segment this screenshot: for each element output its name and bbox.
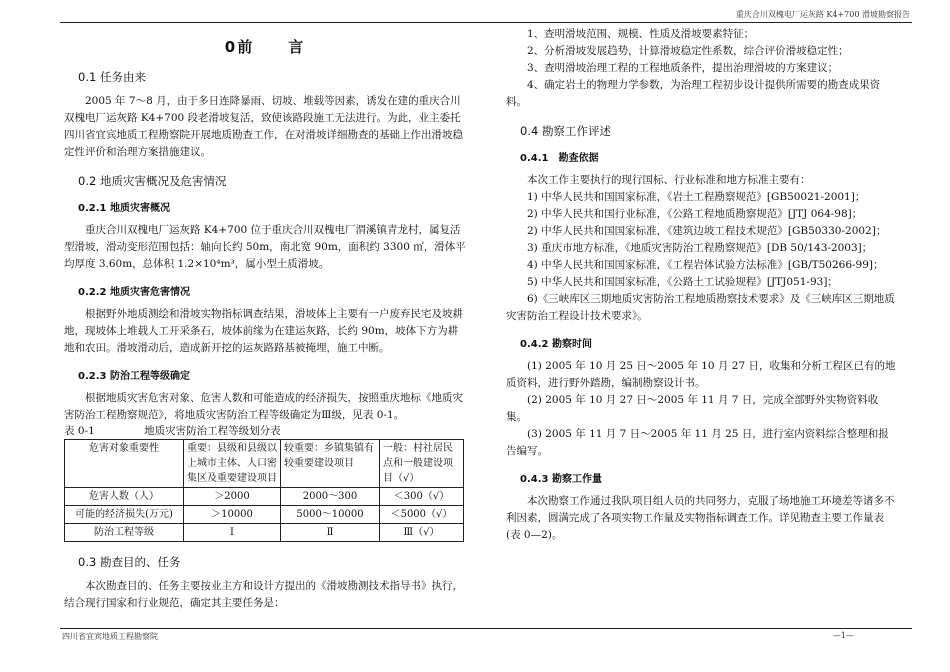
right-column	[506, 26, 896, 544]
table-cell: ＞2000	[184, 488, 281, 506]
paragraph-workload: 本次勘察工作通过我队项目组人员的共同努力，克服了场地施工环境差等诸多不利因素，圆满完成了各项实物工作量及实物指标调查工作。详见勘查主要工作量表(表 0—2)。	[506, 495, 895, 541]
table-header-cell: 一般：村社居民点和一般建设项目（√）	[380, 440, 464, 488]
section-heading-0-4-1: 0.4.1 勘查依据	[520, 153, 599, 164]
table-caption	[64, 424, 466, 438]
standard-item: 3) 重庆市地方标准，《地质灾害防治工程勘察规范》[DB 50/143-2003]；	[527, 242, 873, 254]
table-cell: Ⅱ	[281, 524, 380, 542]
paragraph-hazard-damage: 根据野外地质测绘和滑坡实物指标调查结果，滑坡体上主要有一户废弃民宅及坡耕地，现坡体上堆载人工开采条石，坡体前缘为在建运灰路，长约 90m，坡体下方为耕地和农田。滑坡滑动后，造成新开挖的运灰路路基被掩埋，施工中断。	[64, 308, 463, 354]
section-heading-0-4-2: 0.4.2 勘察时间	[520, 339, 592, 350]
table-header-cell: 重要：县级和县级以上城市主体、人口密集区及重要建设项目	[184, 440, 281, 488]
page-number: —1—	[832, 631, 854, 640]
table-cell: 可能的经济损失(万元)	[65, 506, 184, 524]
table-cell: 危害人数（人）	[65, 488, 184, 506]
table-cell: ＞10000	[184, 506, 281, 524]
table-header-cell: 危害对象重要性	[65, 440, 184, 488]
section-heading-0-2-1: 0.2.1 地质灾害概况	[78, 203, 170, 214]
section-heading-0-4: 0.4 勘察工作评述	[520, 124, 611, 138]
paragraph-standards-intro: 本次工作主要执行的现行国标、行业标准和地方标准主要有：	[527, 174, 811, 186]
table-cell: Ⅰ	[184, 524, 281, 542]
footer-org: 四川省宜宾地质工程勘察院	[62, 632, 158, 641]
table-cell: 5000～10000	[281, 506, 380, 524]
task-item: 1、查明滑坡范围、规模、性质及滑坡要素特征；	[527, 28, 755, 40]
section-heading-0-1: 0.1 任务由来	[78, 70, 146, 84]
standard-item: 6)《三峡库区三期地质灾害防治工程地质勘察技术要求》及《三峡库区三期地质灾害防治工程设计技术要求》。	[506, 293, 895, 322]
paragraph-task-origin: 2005 年 7～8 月，由于多日连降暴雨、切坡、堆载等因素，诱发在建的重庆合川双槐电厂运灰路 K4+700 段老滑坡复活，致使该路段施工无法进行。为此，业主委托四川省宜宾地质工程勘察院开展地质勘查工作，在对滑坡详细勘查的基础上作出滑坡稳定性评价和治理方案措施建议。	[64, 95, 463, 158]
header-rule	[60, 22, 912, 23]
table-row	[65, 524, 464, 542]
standard-item: 2) 中华人民共和国行业标准，《公路工程地质勘察规范》[JTJ 064-98]；	[527, 208, 863, 220]
section-heading-0-2-2: 0.2.2 地质灾害危害情况	[78, 287, 190, 298]
section-heading-0-4-3: 0.4.3 勘察工作量	[520, 474, 602, 485]
table-cell: ＜300（√）	[380, 488, 464, 506]
schedule-item: (3) 2005 年 11 月 7 日～2005 年 11 月 25 日，进行室内资料综合整理和报告编写。	[506, 428, 889, 457]
left-column	[64, 36, 466, 612]
task-item: 3、查明滑坡治理工程的工程地质条件，提出治理滑坡的方案建议；	[527, 62, 839, 74]
task-item: 2、分析滑坡发展趋势，计算滑坡稳定性系数，综合评价滑坡稳定性；	[527, 45, 849, 57]
chapter-title: 0前 言	[224, 38, 306, 56]
task-item: 4、确定岩土的物理力学参数，为治理工程初步设计提供所需要的勘查成果资料。	[506, 79, 881, 108]
standard-item: 1) 中华人民共和国国家标准，《岩土工程勘察规范》[GB50021-2001]；	[527, 191, 866, 203]
section-heading-0-3: 0.3 勘查目的、任务	[78, 555, 181, 569]
schedule-item: (2) 2005 年 10 月 27 日～2005 年 11 月 7 日，完成全部野外实物资料收集。	[506, 394, 879, 423]
section-heading-0-2-3: 0.2.3 防治工程等级确定	[78, 371, 190, 382]
standard-item: 5) 中华人民共和国国家标准，《公路土工试验规程》[JTJ051-93]；	[527, 276, 838, 288]
grade-table	[64, 439, 464, 542]
table-header-cell: 较重要：乡镇集镇有较重要建设项目	[281, 440, 380, 488]
standard-item: 2) 中华人民共和国国家标准，《建筑边坡工程技术规范》[GB50330-2002]；	[527, 225, 887, 237]
table-cell: ＜5000（√）	[380, 506, 464, 524]
paragraph-survey-purpose: 本次勘查目的、任务主要按业主方和设计方提出的《滑坡勘测技术指导书》执行，结合现行国家和行业规范，确定其主要任务是：	[64, 580, 463, 609]
table-header-row	[65, 440, 464, 488]
paragraph-grade: 根据地质灾害危害对象、危害人数和可能造成的经济损失，按照重庆地标《地质灾害防治工程勘察规范》，将地质灾害防治工程等级确定为Ⅲ级，见表 0-1。	[64, 392, 463, 421]
paragraph-hazard-overview: 重庆合川双槐电厂运灰路 K4+700 位于重庆合川双槐电厂渭溪镇青龙村，属复活型滑坡，滑动变形范围包括：轴向长约 50m，南北宽 90m，面积约 3300 ㎡，滑体平均厚度 3.60m，总体积 1.2×10⁴m³，属小型土质滑坡。	[64, 224, 466, 270]
table-cell: Ⅲ（√）	[380, 524, 464, 542]
schedule-item: (1) 2005 年 10 月 25 日～2005 年 10 月 27 日，收集和分析工程区已有的地质资料，进行野外踏勘，编制勘察设计书。	[506, 360, 896, 389]
table-row	[65, 488, 464, 506]
standard-item: 4) 中华人民共和国国家标准，《工程岩体试验方法标准》[GB/T50266-99]；	[527, 259, 884, 271]
table-cell: 防治工程等级	[65, 524, 184, 542]
table-title: 地质灾害防治工程等级划分表	[144, 425, 281, 437]
table-row	[65, 506, 464, 524]
footer-rule	[60, 628, 912, 629]
table-cell: 2000～300	[281, 488, 380, 506]
section-heading-0-2: 0.2 地质灾害概况及危害情况	[78, 174, 227, 188]
table-number: 表 0-1	[64, 425, 95, 437]
running-header: 重庆合川双槐电厂运灰路 K4+700 滑坡勘察报告	[735, 10, 910, 19]
